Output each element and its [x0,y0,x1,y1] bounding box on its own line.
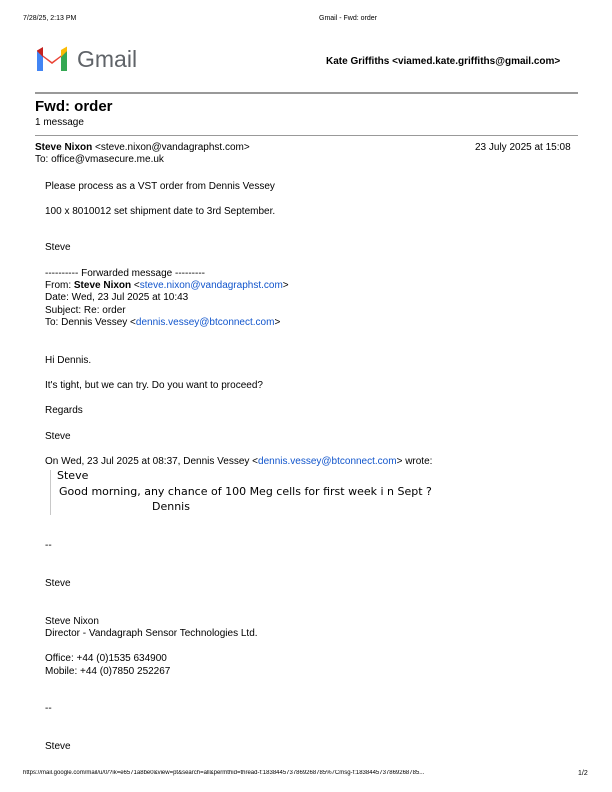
divider [35,135,578,136]
forwarded-from [45,280,289,291]
quote-bar [50,470,51,515]
signature-mobile-phone: Mobile: +44 (0)7850 252267 [45,666,171,677]
signature-office-phone: Office: +44 (0)1535 634900 [45,653,167,664]
body-line: It's tight, but we can try. Do you want to proceed? [45,380,263,391]
to-label: To: Dennis Vessey < [45,317,136,328]
greeting: Hi Dennis. [45,355,92,366]
print-datetime: 7/28/25, 2:13 PM [23,15,77,22]
signature-separator: -- [45,703,52,714]
forwarded-date: Date: Wed, 23 Jul 2025 at 10:43 [45,292,189,303]
sender-name: Steve Nixon [35,142,93,153]
sender-email: <steve.nixon@vandagraphst.com> [95,142,250,153]
print-title: Gmail - Fwd: order [319,15,377,22]
message-count: 1 message [35,117,84,128]
thread-subject: Fwd: order [35,98,113,115]
quote-intro-text: On Wed, 23 Jul 2025 at 08:37, Dennis Vessey < [45,456,259,467]
body-line: Please process as a VST order from Dennis Vessey [45,181,275,192]
bracket: > [282,280,289,291]
signature-separator: -- [45,540,52,551]
signature: Steve [45,431,71,442]
page-number: 1/2 [578,770,588,777]
forwarded-to [45,317,280,328]
quoted-line: Steve [57,469,89,482]
signature: Steve [45,741,71,752]
quoted-line: Dennis [152,500,190,513]
bracket: > [274,317,281,328]
quote-intro-tail: > wrote: [396,456,433,467]
forwarded-recipient-email-link[interactable]: dennis.vessey@btconnect.com [135,317,275,328]
forwarded-sender-email-link[interactable]: steve.nixon@vandagraphst.com [139,280,283,291]
signature-title: Director - Vandagraph Sensor Technologies Ltd. [45,628,258,639]
bracket: < [133,280,140,291]
sender-line [35,142,250,153]
quote-intro [45,456,432,467]
signature: Steve [45,578,71,589]
quote-email-link[interactable]: dennis.vessey@btconnect.com [258,456,397,467]
from-label: From: [45,280,72,291]
quoted-line: Good morning, any chance of 100 Meg cells for first week i n Sept ? [59,485,432,498]
forwarded-heading: ---------- Forwarded message --------- [45,268,205,279]
forwarded-sender-name: Steve Nixon [73,280,132,291]
signature: Steve [45,242,71,253]
gmail-logo-icon [35,46,69,72]
divider [35,92,578,94]
recipient-line: To: office@vmasecure.me.uk [35,154,164,165]
gmail-wordmark: Gmail [77,46,138,72]
account-label: Kate Griffiths <viamed.kate.griffiths@gmail.com> [326,56,561,67]
body-line: 100 x 8010012 set shipment date to 3rd September. [45,206,276,217]
print-url: https://mail.google.com/mail/u/0/?ik=e6571a8be0&view=pt&search=all&permthid=thread-f:1838445737869268785%7Cmsg-f:1838445737869268785... [23,770,425,776]
signature-name: Steve Nixon [45,616,99,627]
forwarded-subject: Subject: Re: order [45,305,126,316]
regards: Regards [45,405,83,416]
message-date: 23 July 2025 at 15:08 [475,142,571,153]
